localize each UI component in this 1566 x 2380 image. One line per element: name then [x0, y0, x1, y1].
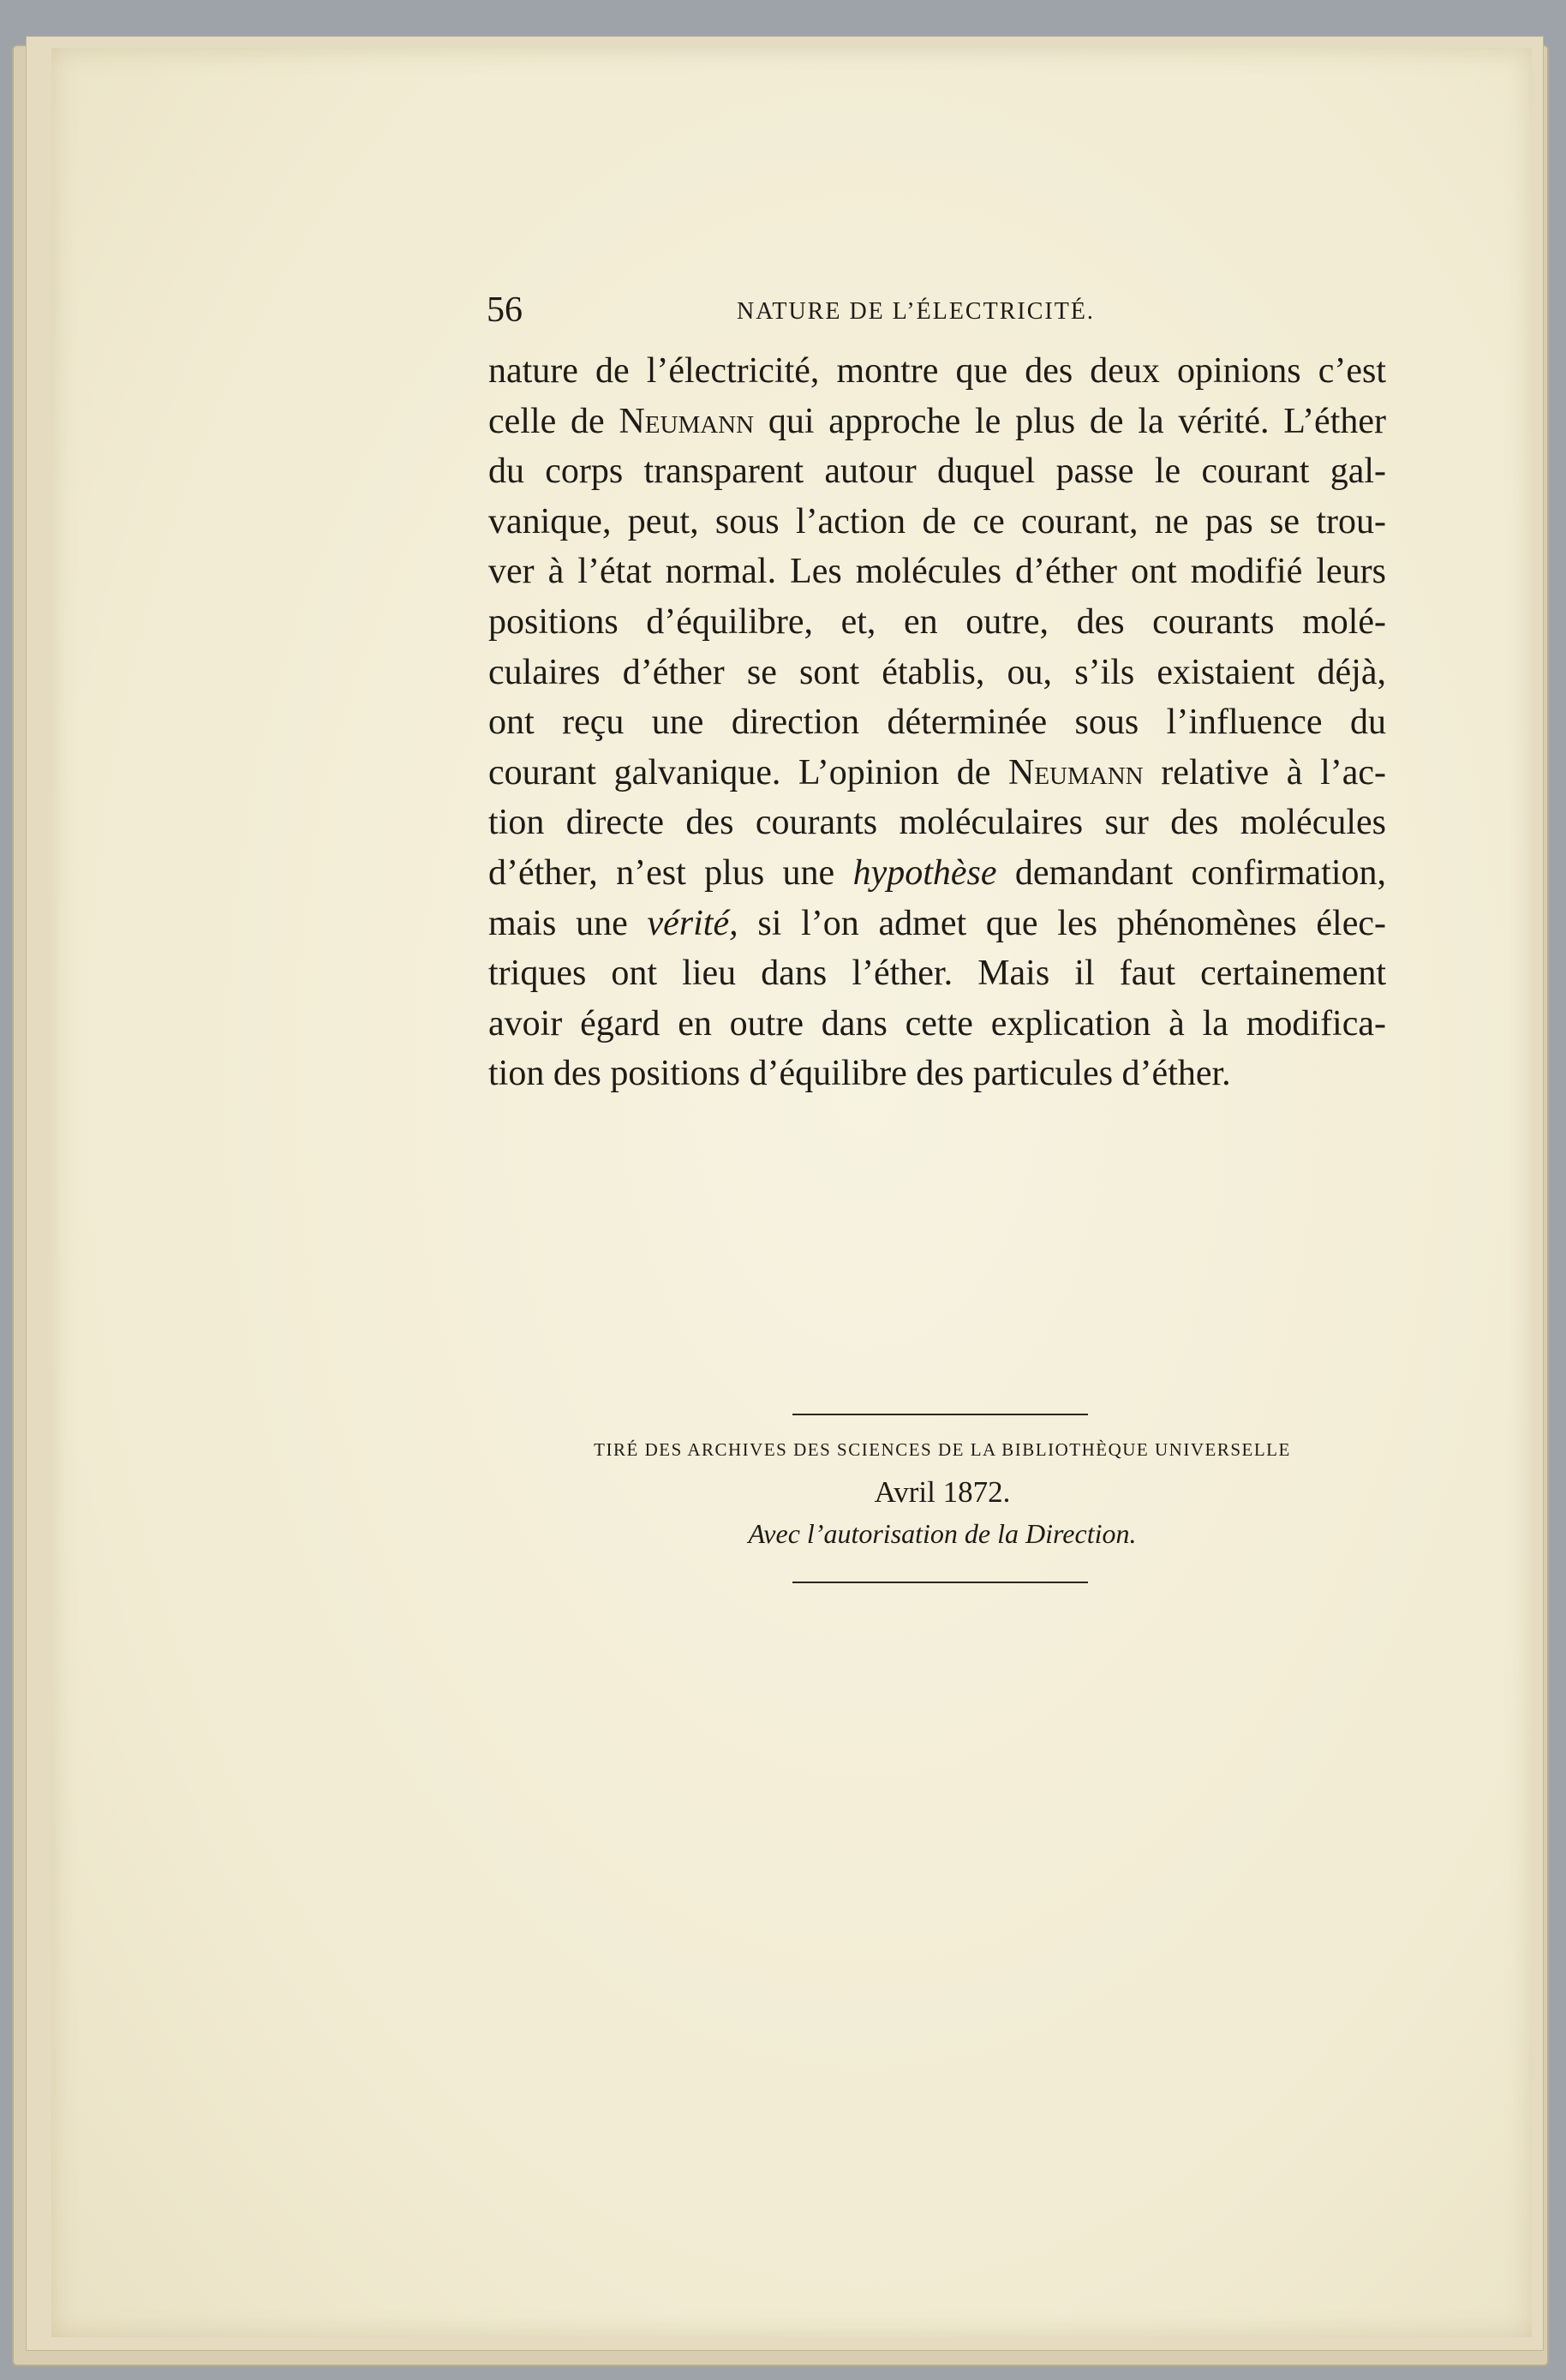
text-run: relative à l’ac-: [1143, 752, 1387, 792]
text-run: courant galvanique. L’opinion de: [488, 752, 1009, 792]
text-line: [488, 446, 1386, 497]
body-paragraph: [488, 346, 1386, 1099]
imprint-rule-bottom: [792, 1582, 1088, 1583]
text-run: tion des positions d’équilibre des particules d’éther.: [488, 1054, 1231, 1094]
imprint-date: Avril 1872.: [874, 1475, 1011, 1509]
text-line: [488, 798, 1386, 848]
text-run: d’éther, n’est plus une: [488, 852, 853, 893]
text-run: vanique, peut, sous l’action de ce courant, ne pas se trou-: [488, 501, 1386, 541]
text-line: [488, 497, 1386, 547]
text-line: [488, 547, 1386, 597]
text-line: [488, 397, 1386, 447]
text-line: [488, 748, 1386, 798]
text-run: si l’on admet que les phénomènes élec-: [738, 903, 1386, 943]
text-run: tion directe des courants moléculaires sur des molécules: [488, 803, 1386, 843]
author-name-neumann: Neumann: [619, 401, 755, 441]
emphasis-hypothese: hypothèse: [852, 852, 997, 893]
imprint-rule-top: [792, 1414, 1088, 1415]
text-run: mais une: [488, 903, 648, 943]
text-run: culaires d’éther se sont établis, ou, s’ils existaient déjà,: [488, 652, 1386, 692]
text-line: [488, 999, 1386, 1049]
page-number: 56: [487, 290, 523, 330]
author-name-neumann: Neumann: [1008, 752, 1144, 792]
text-line: [488, 1049, 1386, 1099]
text-line: [488, 697, 1386, 748]
text-line: [488, 597, 1386, 648]
running-title: NATURE DE L’ÉLECTRICITÉ.: [737, 298, 1095, 325]
text-run: triques ont lieu dans l’éther. Mais il faut certainement: [488, 954, 1386, 994]
text-run: demandant confirmation,: [996, 852, 1386, 893]
imprint-authorization: Avec l’autorisation de la Direction.: [748, 1518, 1137, 1549]
text-line: [488, 848, 1386, 899]
text-line: [488, 899, 1386, 949]
text-run: ver à l’état normal. Les molécules d’éther ont modifié leurs: [488, 552, 1386, 592]
text-run: qui approche le plus de la vérité. L’éther: [754, 401, 1386, 441]
text-run: du corps transparent autour duquel passe le courant gal-: [488, 451, 1386, 492]
text-run: avoir égard en outre dans cette explication à la modifica-: [488, 1003, 1386, 1043]
text-line: [488, 948, 1386, 999]
text-run: nature de l’électricité, montre que des deux opinions c’est: [488, 351, 1386, 391]
text-line: [488, 346, 1386, 397]
page-header: [487, 290, 1386, 332]
text-line: [488, 648, 1386, 698]
text-run: ont reçu une direction déterminée sous l’influence du: [488, 703, 1386, 743]
text-run: positions d’équilibre, et, en outre, des courants molé-: [488, 601, 1386, 642]
text-run: celle de: [488, 401, 619, 441]
emphasis-verite: vérité,: [647, 903, 738, 943]
imprint-source: TIRÉ DES ARCHIVES DES SCIENCES DE LA BIBLIOTHÈQUE UNIVERSELLE: [594, 1439, 1291, 1460]
